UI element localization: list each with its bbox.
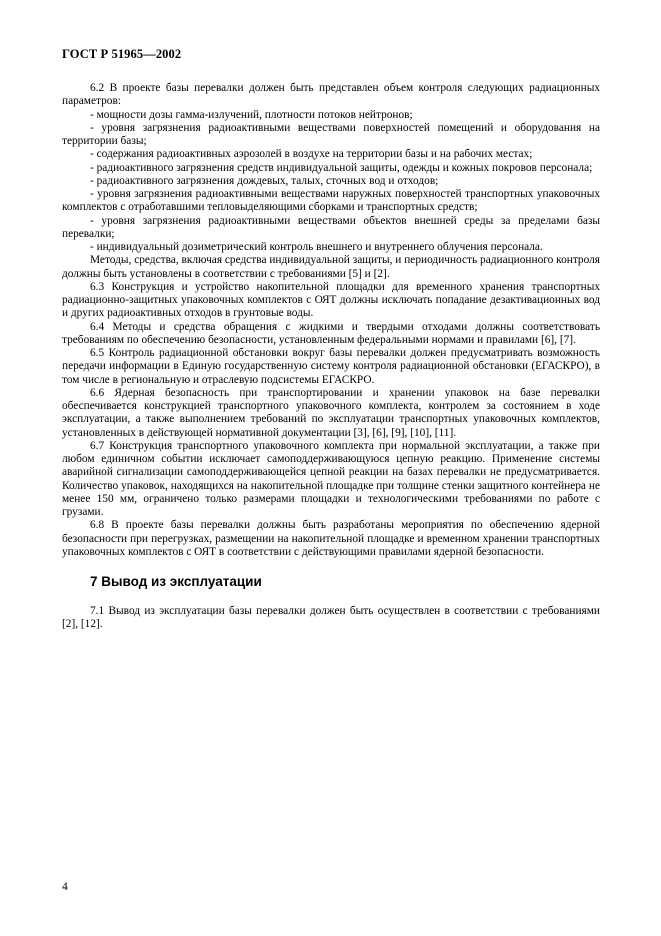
- list-item-package-contamination: - уровня загрязнения радиоактивными веществами наружных поверхностей транспортных упаковочных комплектов с отработавшими тепловыделяющими сборками и транспортных средств;: [62, 188, 600, 214]
- paragraph-7-1: 7.1 Вывод из эксплуатации базы перевалки должен быть осуществлен в соответствии с требованиями [2], [12].: [62, 605, 600, 631]
- paragraph-6-7: 6.7 Конструкция транспортного упаковочного комплекта при нормальной эксплуатации, а также при любом единичном событии исключает самоподдерживающуюся цепную реакцию. Применение системы аварийной сигнализации самоподдерживающейся цепной реакции на базах перевалки не предусматривается. Количество упаковок, находящихся на накопительной площадке при толщине стенки защитного контейнера не менее 150 мм, ограничено только размерами площадки и технологическими требованиями по работе с грузами.: [62, 439, 600, 518]
- list-item-dose-rate: - мощности дозы гамма-излучений, плотности потоков нейтронов;: [90, 108, 413, 121]
- paragraph-6-4: 6.4 Методы и средства обращения с жидкими и твердыми отходами должны соответствовать требованиям по обеспечению безопасности, установленным федеральными нормами и правилами [6], [7].: [62, 320, 600, 346]
- document-body: [62, 82, 600, 632]
- document-code-header: ГОСТ Р 51965—2002: [62, 47, 182, 61]
- list-item-individual-dosimetry: - индивидуальный дозиметрический контроль внешнего и внутреннего облучения персонала.: [90, 241, 543, 253]
- list-item-surface-contamination: - уровня загрязнения радиоактивными веществами поверхностей помещений и оборудования на территории базы;: [62, 121, 600, 147]
- paragraph-6-3: 6.3 Конструкция и устройство накопительной площадки для временного хранения транспортных радиационно-защитных упаковочных комплектов с ОЯТ должны исключать попадание дезактивационных вод и других радиоактивных отходов в грунтовые воды.: [62, 280, 600, 320]
- list-item-aerosols: - содержания радиоактивных аэрозолей в воздухе на территории базы и на рабочих местах;: [90, 148, 533, 161]
- section-7-title: 7 Вывод из эксплуатации: [90, 574, 262, 589]
- page-number: 4: [62, 881, 68, 893]
- paragraph-6-2-methods: Методы, средства, включая средства индивидуальной защиты, и периодичность радиационного контроля должны быть установлены в соответствии с требованиями [5] и [2].: [62, 254, 600, 280]
- paragraph-6-2: 6.2 В проекте базы перевалки должен быть представлен объем контроля следующих радиационных параметров:: [62, 82, 600, 108]
- paragraph-6-6: 6.6 Ядерная безопасность при транспортировании и хранении упаковок на базе перевалки обеспечивается конструкцией транспортного упаковочного комплекта, контролем за состоянием в ходе эксплуатации, а также выполнением требований по эксплуатации транспортных упаковочных комплектов, установленных в действующей нормативной документации [3], [6], [9], [10], [11].: [62, 386, 600, 439]
- list-item-ppe-contamination: - радиоактивного загрязнения средств индивидуальной защиты, одежды и кожных покровов персонала;: [90, 161, 593, 174]
- list-item-water-contamination: - радиоактивного загрязнения дождевых, талых, сточных вод и отходов;: [90, 174, 439, 187]
- list-item-environment-contamination: - уровня загрязнения радиоактивными веществами объектов внешней среды за пределами базы перевалки;: [62, 214, 600, 240]
- paragraph-6-8: 6.8 В проекте базы перевалки должны быть разработаны мероприятия по обеспечению ядерной безопасности при перегрузках, размещении на накопительной площадке и временном хранении транспортных упаковочных комплектов с ОЯТ в соответствии с действующими правилами ядерной безопасности.: [62, 519, 600, 558]
- paragraph-6-5: 6.5 Контроль радиационной обстановки вокруг базы перевалки должен предусматривать возможность передачи информации в Единую государственную систему контроля радиационной обстановки (ЕГАСКРО), в том числе в региональную и отраслевую подсистемы ЕГАСКРО.: [62, 347, 600, 386]
